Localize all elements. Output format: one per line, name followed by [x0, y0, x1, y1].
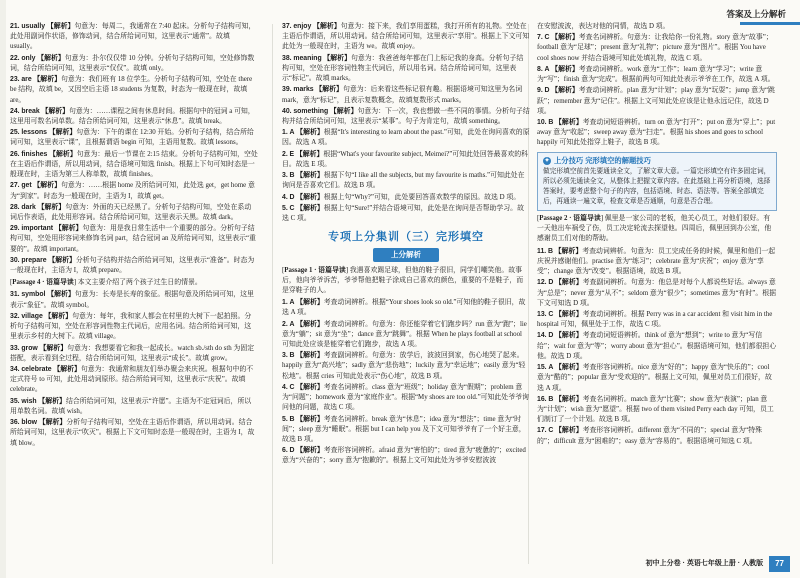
entry-number: 2. — [282, 320, 288, 328]
answer-entry — [10, 312, 258, 343]
entry-tag: 【解析】 — [555, 364, 583, 372]
entry-tag: 【解析】 — [296, 383, 324, 391]
entry-answer: important — [21, 225, 54, 233]
entry-answer: B — [548, 395, 554, 403]
answer-entry — [537, 331, 777, 362]
answer-entry — [282, 54, 530, 85]
entry-number: 1. — [282, 129, 288, 137]
entry-answer: village — [21, 312, 43, 320]
entry-text: 考查动词辨析。work 意为“工作”；learn 意为“学习”；write 意为“写”；finish 意为“完成”。根据前两句可知此处表示爷爷在工作，故选 A 项。 — [537, 65, 775, 84]
entry-answer: celebrate — [21, 366, 52, 373]
entry-answer: blow — [21, 419, 38, 427]
entry-answer: get — [21, 182, 32, 190]
answer-entry — [10, 107, 258, 127]
entry-answer: marks — [293, 86, 314, 94]
entry-number: 10. — [537, 118, 547, 126]
entry-tag: 【解析】 — [53, 366, 81, 373]
entry-tag: 【解析】 — [555, 118, 583, 126]
page-number: 77 — [769, 556, 790, 572]
lightbulb-icon: ✦ — [544, 157, 550, 164]
entry-answer: enjoy — [293, 23, 312, 30]
entry-text: 考查名词辨析。class 意为“班级”；holiday 意为“假期”；problem 意为“问题”；homework 意为“家庭作业”。根据“My shoes are too old.”可知此处爷爷询问他的问题，故选 C 项。 — [282, 383, 529, 412]
entry-answer: D — [544, 87, 550, 95]
entry-number: 4. — [282, 383, 288, 391]
entry-text: 根据“It's interesting to learn about the past.”可知，此处在询问喜欢的原因。故选 A 项。 — [282, 129, 530, 147]
entry-tag: 【解析】 — [296, 447, 324, 455]
entry-text: 句意为：扑尔仅仅带 10 分钟。分析句子结构可知，空处修饰数词，结合所给词可知，这里表示“仅仅”。故填 only。 — [10, 54, 255, 72]
answer-entry — [537, 247, 777, 278]
entry-text: 句意为：我想要看它和我一起成长。watch sb./sth do sth 为固定搭配，表示看到全过程，结合所给词可知，这里表示“成长”。故填 grow。 — [10, 344, 255, 362]
entry-tag: 【解析】 — [48, 256, 76, 264]
entry-text: 句意为：用是我日常生活中一个重要的部分。分析句子结构可知，空处用形容词来修饰名词 part，结合冠词 an 及所给词可知，这里表示“重要的”。故填 important。 — [10, 225, 256, 253]
entry-number: 2. — [282, 150, 288, 158]
entry-tag: 【解析】 — [33, 182, 61, 190]
entry-text: 根据“What's your favourite subject, Meimei?”可知此处回答最喜欢的科目。故选 E 项。 — [282, 150, 529, 168]
entry-tag: 【解析】 — [551, 87, 579, 95]
entry-tag: 【解析】 — [315, 86, 343, 94]
entry-tag: 【解析】 — [38, 419, 67, 427]
entry-answer: lessons — [21, 129, 47, 137]
answer-entry — [10, 181, 258, 201]
answer-entry — [282, 383, 530, 414]
entry-tag: 【解析】 — [555, 427, 583, 435]
entry-answer: D — [548, 332, 554, 340]
entry-number: 5. — [282, 415, 288, 423]
entry-number: 23. — [10, 76, 20, 84]
entry-answer: prepare — [21, 256, 47, 264]
entry-answer: B — [289, 352, 295, 360]
entry-number: 40. — [282, 107, 292, 115]
entry-number: 6. — [282, 447, 288, 455]
entry-text: 根据上句“Why?”可知，此处要回答喜欢数学的原因。故选 D 项。 — [323, 193, 521, 201]
entry-tag: 【解析】 — [296, 193, 324, 201]
entry-number: 36. — [10, 419, 20, 427]
entry-answer: A — [544, 65, 550, 73]
entry-answer: D — [548, 279, 554, 287]
answer-entry — [282, 351, 530, 382]
answer-entry — [10, 203, 258, 223]
entry-number: 7. — [537, 34, 543, 42]
entry-answer: something — [293, 107, 329, 115]
entry-text: 句意为：后来看这些标记很有趣。根据语境可知这里为名词 mark，意为“标记”，且表示复数概念，故填复数形式 marks。 — [282, 86, 523, 104]
entry-answer: B — [289, 415, 295, 423]
answer-entry — [282, 22, 530, 53]
entry-number: 24. — [10, 107, 20, 115]
entry-answer: A — [289, 320, 295, 328]
answer-entry — [537, 278, 777, 309]
entry-answer: symbol — [21, 291, 46, 299]
entry-text: 句意为：我爸爸每年都在门上标记我的身高。分析句子结构可知，空处在形容词性物主代词后，所以用名词。结合所给词可知，这里表示“标记”。故填 marks。 — [282, 54, 524, 83]
tip-text: 做完形填空前首先要通读全文，了解文章大意。一篇完形填空有许多固定词，所以必须先通读全文，从整体上把握文章内容。在此基础上再分析语境，选择答案时，要考虑整个句子的内容，包括语境、时态、语法等。答案全部填完后，再通读一遍文章，检查文章是否通顺，句意是否合理。 — [543, 168, 771, 206]
entry-text: 句意为：下午的课在 12:30 开始。分析句子结构，结合所给词可知，这里表示“课”，且根据谓语 begin 可知，主语用复数。故填 lessons。 — [10, 129, 254, 147]
entry-answer: usually — [21, 23, 46, 30]
section-title: 专项上分集训（三）完形填空 — [328, 231, 484, 244]
entry-text: 考查副词辨析。句意为：他总是对每个人都说些好话。always 意为“总是”；never 意为“从不”；seldom 意为“很少”；sometimes 意为“有时”。根据下文可知选 D 项。 — [537, 279, 777, 307]
answer-entry — [282, 128, 530, 148]
entry-text: 考查名词辨析。match 意为“比赛”；show 意为“表演”；plan 意为“计划”；wish 意为“愿望”。根据 two of them visited Perry each day 可知，员工们制订了一个计划。故选 B 项。 — [537, 395, 774, 424]
entry-tag: 【解析】 — [329, 107, 358, 115]
entry-text: 考查动词辨析。根据“Your shoes look so old.”可知他的鞋子很旧，故选 A 项。 — [282, 299, 526, 317]
entry-tag: 【解析】 — [296, 299, 324, 307]
page-edge — [0, 0, 6, 578]
column-1 — [10, 22, 258, 570]
entry-number: 31. — [10, 291, 20, 299]
entry-text: 分析句子结构可知，空处在主语后作谓语，所以用动词。结合所给词可知，这里表示“吹灭”。根据上下文可知时态是一般现在时，主语为 I，故填 blow。 — [10, 419, 255, 447]
entry-answer: only — [21, 54, 36, 62]
entry-answer: D — [289, 447, 295, 455]
entry-text: 考查动词短语辨析。think of 意为“想到”；write to 意为“写信给”；wait for 意为“等”；worry about 意为“担心”。根据语境可知，他们都很担心他。故选 D 项。 — [537, 332, 777, 360]
answer-entry — [282, 320, 530, 351]
entry-number: 28. — [10, 203, 20, 211]
entry-answer: break — [21, 107, 40, 115]
entry-text: 结合所给词可知，这里表示“许愿”。主语为不定冠词后，所以用单数名词。故填 wish。 — [10, 397, 252, 415]
entry-tag: 【解析】 — [33, 76, 61, 84]
entry-number: 25. — [10, 129, 20, 137]
entry-text: 考查动词辨析。句意为：员工完成任务的时候，佩里和他们一起庆祝并感谢他们。practise 意为“练习”；celebrate 意为“庆祝”；enjoy 意为“享受”；change 意为“改变”。根据语境，故选 B 项。 — [537, 247, 776, 276]
entry-tag: 【解析】 — [296, 352, 324, 360]
answer-entry — [10, 397, 258, 417]
footer-text: 初中上分卷 · 英语七年级上册 · 人教版 — [645, 559, 764, 567]
tip-title: 上分技巧 完形填空的解题技巧 — [554, 155, 651, 165]
entry-tag: 【解析】 — [551, 65, 579, 73]
entry-tag: 【解析】 — [313, 23, 341, 30]
entry-text: 句意为：我们班有 18 位学生。分析句子结构可知，空处在 there be 结构，故填 be，又因空后主语 18 students 为复数，时态为一般现在时，故填 are。 — [10, 76, 253, 104]
entry-number: 35. — [10, 397, 20, 405]
entry-answer: finishes — [21, 150, 48, 158]
answer-entry — [282, 204, 530, 224]
answer-entry — [282, 150, 530, 170]
entry-tag: 【解析】 — [41, 107, 70, 115]
entry-number: 29. — [10, 225, 20, 233]
entry-text: 句意为：最后一节课在 2:15 结束。分析句子结构可知，空处在主语后作谓语，所以用动词，结合语境可知选 finish。根据上下句可知时态是一般现在时，主语为第三人称单数，故填 finishes。 — [10, 150, 258, 179]
entry-number: 1. — [282, 299, 288, 307]
entry-answer: C — [544, 34, 550, 42]
entry-answer: C — [289, 383, 295, 391]
entry-number: 11. — [537, 247, 547, 255]
entry-text: 根据下句“I like all the subjects, but my favourite is maths.”可知此处在询问是否喜欢它们。故选 B 项。 — [282, 172, 525, 190]
column-3 — [537, 22, 777, 532]
entry-number: 17. — [537, 427, 547, 435]
entry-number: 8. — [537, 65, 543, 73]
entry-tag: 【解析】 — [551, 34, 579, 42]
entry-number: 38. — [282, 54, 292, 62]
entry-tag: 【解析】 — [296, 172, 324, 180]
entry-tag: 【解析】 — [44, 312, 73, 320]
entry-tag: 【解析】 — [296, 129, 324, 137]
tip-box — [537, 152, 777, 211]
entry-number: 26. — [10, 150, 20, 158]
entry-number: 12. — [537, 279, 547, 287]
entry-tag: 【解析】 — [37, 203, 66, 211]
entry-number: 3. — [282, 172, 288, 180]
entry-answer: C — [548, 427, 554, 435]
entry-number: 34. — [10, 366, 20, 373]
entry-number: 5. — [282, 204, 288, 212]
entry-number: 14. — [537, 332, 547, 340]
entry-text: 考查动词短语辨析。turn on 意为“打开”；put on 意为“穿上”；put away 意为“收起”；sweep away 意为“扫走”。根据 his shoes and goes to school happily 可知此处指穿上鞋子，故选 B 项。 — [537, 118, 776, 147]
entry-text: 句意为：我通常和朋友们举办聚会来庆祝。根据句中的不定式符号 to 可知，此处用动词原形。结合所给词可知，这里表示“庆祝”。故填 celebrate。 — [10, 366, 254, 394]
entry-answer: meaning — [293, 54, 322, 62]
entry-answer: B — [548, 118, 554, 126]
entry-text: 考查动词辨析。根据 Perry was in a car accident 和 visit him in the hospital 可知，佩里处于工作，故选 C 项。 — [537, 311, 773, 329]
entry-answer: A — [289, 299, 295, 307]
answer-entry — [10, 150, 258, 181]
entry-text: 句意为：……根据 home 及所给词可知，此处选 get，get home 意为“到家”。时态为一般现在时，主语为 I，故填 get。 — [10, 182, 255, 200]
header-title: 答案及上分解析 — [726, 9, 786, 19]
answer-entry — [282, 171, 530, 191]
entry-number: 15. — [537, 364, 547, 372]
entry-tag: 【解析】 — [555, 311, 583, 319]
entry-number: 16. — [537, 395, 547, 403]
entry-tag: 【解析】 — [39, 344, 68, 352]
answer-entry — [282, 193, 530, 203]
entry-text: 句意为：每年，我和家人都会在村里的大树下一起拍照。分析句子结构可知，空处在形容词性物主代词后，应用名词。结合所给词可知，这里表示乡村的大树下。故填 village。 — [10, 312, 252, 341]
column-divider — [272, 24, 273, 564]
entry-number: 33. — [10, 344, 20, 352]
entry-tag: 【解析】 — [49, 150, 77, 158]
entry-answer: wish — [21, 397, 37, 405]
entry-number: 32. — [10, 312, 20, 320]
passage-4-intro: [Passage 4 · 语篇导读] 本文主要介绍了两个孩子过生日的情景。 — [10, 279, 202, 287]
entry-text: 句意为：接下来，我们享用蛋糕，我打开所有的礼物。空处在主语后作谓语，所以用动词。结合所给词可知，这里表示“享用”。根据上下文可知此处为一般现在时，主语为 we。故填 enjoy。 — [282, 23, 530, 51]
entry-text: 句意为：下一次，我也想做一些不同的事情。分析句子结构并结合所给词可知，这里表示“某事”。句子为肯定句，故填 something。 — [282, 107, 530, 125]
continued-text: 在安慰波波，表达对他的同情，故选 D 项。 — [537, 23, 670, 30]
entry-number: 13. — [537, 311, 547, 319]
entry-text: 句意为：每周二，我通常在 7:40 起床。分析句子结构可知，此处用副词作状语，修饰动词，结合所给词可知，这里表示“通常”。故填 usually。 — [10, 23, 256, 51]
entry-number: 37. — [282, 23, 292, 30]
answer-entry — [10, 128, 258, 148]
entry-number: 39. — [282, 86, 292, 94]
entry-number: 3. — [282, 352, 288, 360]
answer-entry — [10, 75, 258, 106]
answer-entry — [10, 224, 258, 255]
entry-tag: 【解析】 — [555, 332, 583, 340]
entry-tag: 【解析】 — [296, 415, 324, 423]
answer-entry — [282, 415, 530, 446]
entry-number: 9. — [537, 87, 543, 95]
entry-text: 考查形容词辨析。nice 意为“好的”；happy 意为“快乐的”；cool 意为“酷的”；popular 意为“受欢迎的”。根据上文可知，佩里对员工们很好，故选 A 项。 — [537, 364, 772, 392]
section-sub: 上分解析 — [282, 248, 530, 261]
entry-tag: 【解析】 — [555, 279, 583, 287]
column-2 — [282, 22, 530, 570]
entry-answer: dark — [21, 203, 36, 211]
entry-tag: 【解析】 — [47, 291, 75, 299]
entry-tag: 【解析】 — [295, 150, 324, 158]
answer-entry — [10, 256, 258, 276]
entry-tag: 【解析】 — [48, 129, 77, 137]
passage-1-intro: [Passage 1 · 语篇导读] 我遇喜欢踢足球，但他的鞋子很旧，同学们嘲笑他。故事后，他向爷爷诉苦，爷爷帮他把鞋子涂成自己喜欢的颜色，重要的不是鞋子，而是穿鞋子的人。 — [282, 266, 524, 294]
answer-entry — [537, 310, 777, 330]
entry-tag: 【解析】 — [296, 204, 324, 212]
answer-entry — [10, 365, 258, 396]
entry-number: 27. — [10, 182, 20, 190]
entry-answer: A — [548, 364, 554, 372]
answer-entry — [10, 290, 258, 310]
answer-entry — [537, 33, 777, 64]
entry-text: 考查动词辨析。句意为：你还能穿着它们跑步吗？run 意为“跑”；lie 意为“躺”；sit 意为“坐”；dance 意为“跳舞”。根据 When he plays football at school 可知此处应该是能穿着它们跑步，故选 A 项。 — [282, 320, 527, 349]
entry-answer: C — [548, 311, 554, 319]
entry-text: 根据上句“Sure!”并结合语境可知，此处是在询问是否帮助学习。故选 C 项。 — [282, 204, 524, 222]
entry-tag: 【解析】 — [37, 54, 65, 62]
entry-tag: 【解析】 — [323, 54, 351, 62]
answer-entry — [10, 22, 258, 53]
answer-entry — [282, 85, 530, 105]
entry-text: 考查名词辨析。break 意为“休息”；idea 意为“想法”；time 意为“时间”；sleep 意为“睡眠”。根据 but I can help you 及下文可知爷爷有了一个好主意，故选 B 项。 — [282, 415, 526, 444]
entry-answer: B — [289, 172, 295, 180]
entry-answer: B — [547, 247, 553, 255]
entry-text: 句意为：长寿是长寿的象征。根据句意及所给词可知，这里表示“象征”。故填 symbol。 — [10, 291, 254, 309]
passage-2-intro: [Passage 2 · 语篇导读] 佩里是一家公司的老板，他关心员工，对他们很好。有一天他出车祸受了伤，员工决定轮流去探望他。四周后，佩里回到办公室，他感谢员工们对他的帮助。 — [537, 215, 772, 243]
entry-tag: 【解析】 — [555, 395, 583, 403]
answer-entry — [537, 395, 777, 426]
entry-text: 句意为：外面的天已经黑了。分析句子结构可知，空处在系动词后作表语，此处用形容词。结合所给词可知，这里表示天黑。故填 dark。 — [10, 203, 252, 221]
answer-entry — [282, 446, 530, 466]
entry-answer: A — [289, 129, 295, 137]
answer-entry — [10, 344, 258, 364]
entry-tag: 【解析】 — [296, 320, 324, 328]
entry-number: 22. — [10, 54, 20, 62]
answer-entry — [282, 107, 530, 127]
entry-answer: C — [289, 204, 295, 212]
entry-answer: grow — [21, 344, 38, 352]
entry-number: 30. — [10, 256, 20, 264]
entry-text: 考查名词辨析。句意为：让我给你一份礼物。story 意为“故事”；football 意为“足球”；present 意为“礼物”；picture 意为“图片”。根据 You have cool shoes now 并结合语境可知此处填礼物，故选 C 项。 — [537, 34, 773, 62]
answer-entry — [537, 118, 777, 149]
entry-tag: 【解析】 — [46, 23, 75, 30]
answer-entry — [10, 54, 258, 74]
entry-text: 考查形容词辨析。afraid 意为“害怕的”；tired 意为“疲惫的”；excited 意为“兴奋的”；sorry 意为“抱歉的”。根据上文可知此处为爷爷安慰波波 — [282, 447, 526, 465]
entry-number: 4. — [282, 193, 288, 201]
answer-entry — [10, 418, 258, 449]
entry-text: 考查副词辨析。句意为：放学后，波波回到家，伤心地哭了起来。happily 意为“高兴地”；sadly 意为“悲伤地”；luckily 意为“幸运地”；easily 意为“轻松地”。根据 cries 可知此处表示“伤心地”，故选 B 项。 — [282, 352, 526, 380]
page-footer — [646, 556, 790, 572]
entry-text: 句意为：……课程之间有休息时间。根据句中的冠词 a 可知，这里用可数名词单数。结合所给词可知，这里表示“休息”。故填 break。 — [10, 107, 255, 125]
answer-entry — [537, 363, 777, 394]
entry-text: 考查形容词辨析。different 意为“不同的”；special 意为“特殊的”；difficult 意为“困难的”；easy 意为“容易的”。根据语境可知选 C 项。 — [537, 427, 762, 445]
entry-answer: E — [289, 150, 295, 158]
entry-tag: 【解析】 — [54, 225, 83, 233]
entry-answer: are — [21, 76, 32, 84]
answer-entry — [537, 65, 777, 85]
entry-number: 21. — [10, 23, 20, 30]
answer-entry — [282, 298, 530, 318]
answer-entry — [537, 426, 777, 446]
entry-tag: 【解析】 — [38, 397, 66, 405]
entry-tag: 【解析】 — [554, 247, 583, 255]
entry-text: 分析句子结构并结合所给词可知，这里表示“准备”。时态为一般现在时，主语为 I，故填 prepare。 — [10, 256, 255, 275]
answer-entry — [537, 86, 777, 117]
entry-answer: D — [289, 193, 295, 201]
entry-text: 考查动词辨析。plan 意为“计划”；play 意为“玩耍”；jump 意为“跳跃”；remember 意为“记住”。根据上文可知此处应该是让他永远记住，故选 D 项。 — [537, 87, 775, 115]
